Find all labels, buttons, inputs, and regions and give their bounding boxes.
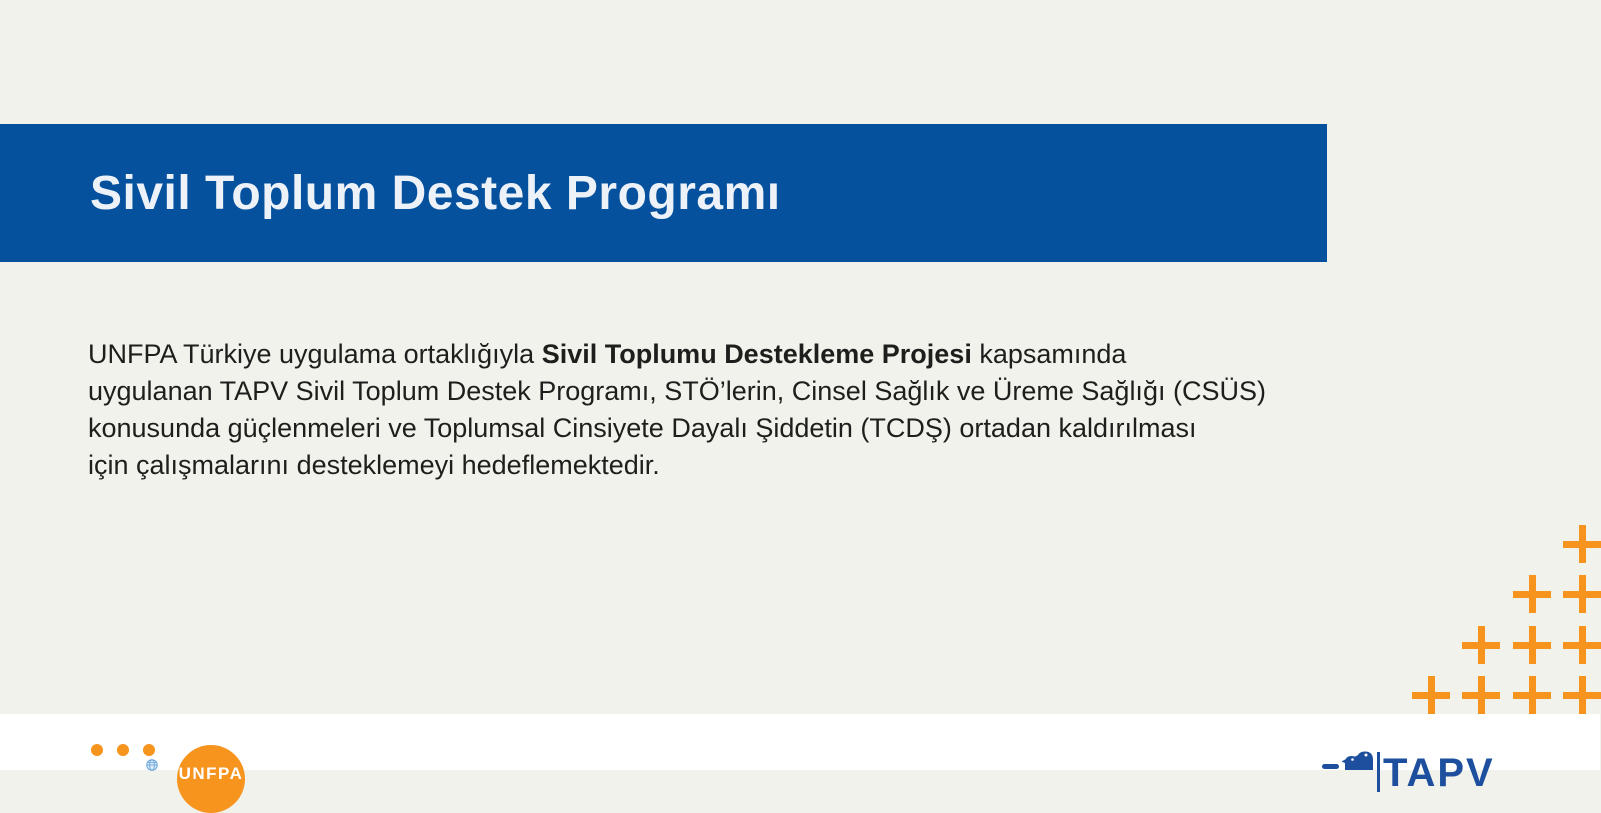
paragraph-line-2: uygulanan TAPV Sivil Toplum Destek Programı, STÖ’lerin, Cinsel Sağlık ve Üreme Sağlığı (CSÜS) — [88, 376, 1266, 406]
title-banner — [0, 124, 1327, 262]
plus-icon — [1563, 626, 1601, 664]
bird-icon — [1322, 750, 1378, 770]
page-title: Sivil Toplum Destek Programı — [90, 166, 781, 220]
plus-icon — [1513, 626, 1551, 664]
plus-icon — [1462, 676, 1500, 714]
plus-icon — [1563, 525, 1601, 563]
paragraph-line-1 — [88, 336, 1266, 373]
paragraph-line1-bold: Sivil Toplumu Destekleme Projesi — [541, 339, 972, 369]
paragraph-line-3: konusunda güçlenmeleri ve Toplumsal Cinsiyete Dayalı Şiddetin (TCDŞ) ortadan kaldırılması — [88, 413, 1197, 443]
plus-icon — [1412, 676, 1450, 714]
plus-icon — [1563, 575, 1601, 613]
plus-icon — [1513, 676, 1551, 714]
paragraph-line1-post: kapsamında — [971, 339, 1127, 369]
tapv-divider — [1377, 752, 1380, 792]
plus-icon — [1462, 626, 1500, 664]
tapv-logo-text: TAPV — [1383, 751, 1495, 795]
plus-icon — [1563, 676, 1601, 714]
unfpa-dot-icon — [117, 744, 129, 756]
unfpa-dot-icon — [91, 744, 103, 756]
plus-icon — [1513, 575, 1551, 613]
unfpa-logo-text: UNFPA — [178, 764, 244, 783]
unfpa-dot-icon — [143, 744, 155, 756]
paragraph-line-4: için çalışmalarını desteklemeyi hedeflemektedir. — [88, 450, 660, 480]
globe-icon — [143, 759, 161, 771]
paragraph-line1-pre: UNFPA Türkiye uygulama ortaklığıyla — [88, 339, 542, 369]
body-paragraph — [88, 336, 1266, 484]
unfpa-circle-icon — [177, 745, 245, 813]
